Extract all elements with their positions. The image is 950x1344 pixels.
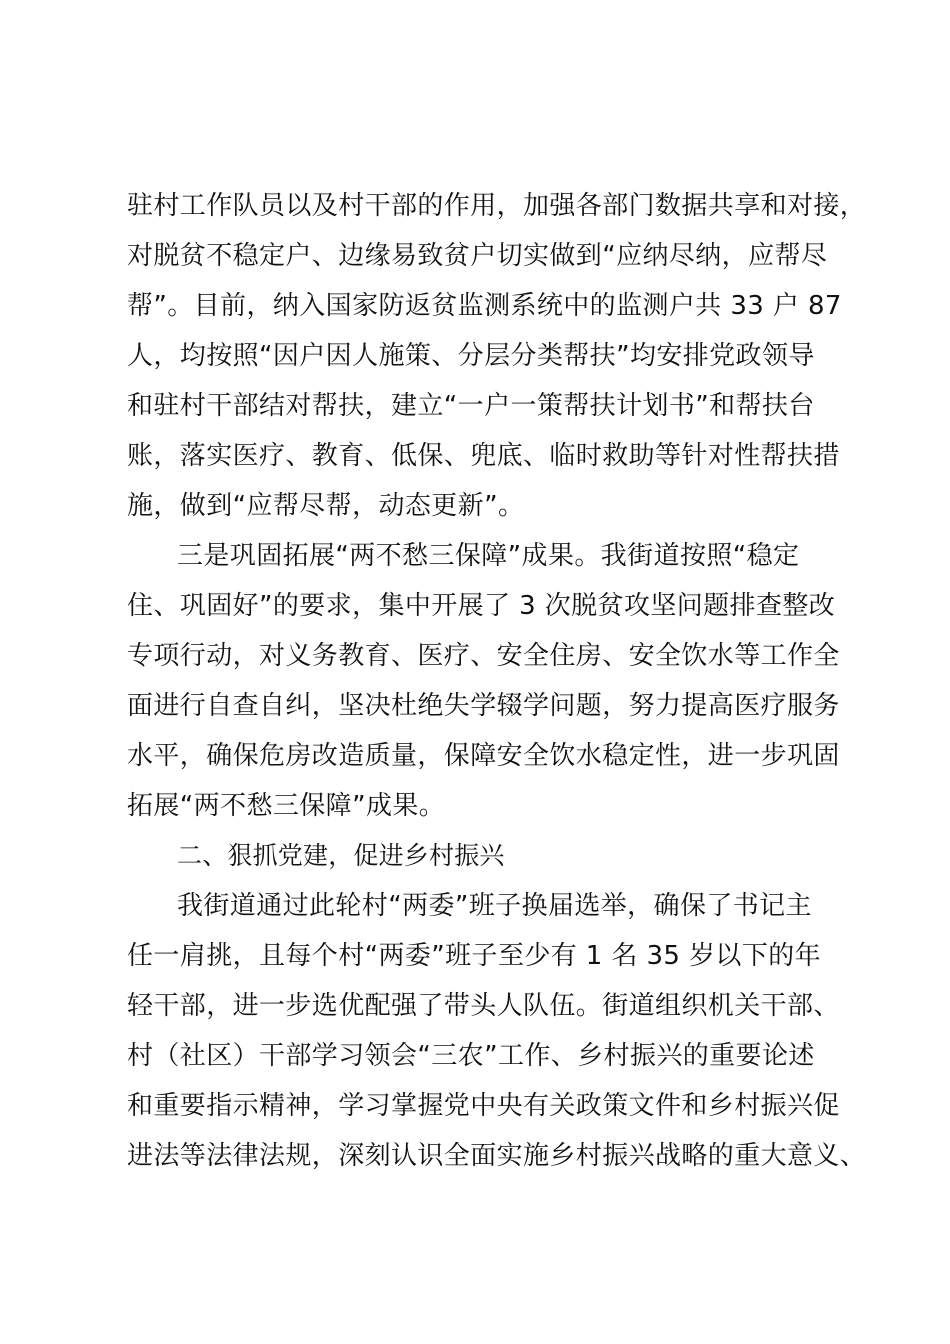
text-line: 进法等法律法规，深刻认识全面实施乡村振兴战略的重大意义、 (127, 1141, 867, 1171)
paragraph-start-line: 三是巩固拓展“两不愁三保障”成果。我街道按照“稳定 (177, 541, 800, 571)
text-line: 住、巩固好”的要求，集中开展了 3 次脱贫攻坚问题排查整改 (127, 591, 836, 621)
text-line: 人，均按照“因户因人施策、分层分类帮扶”均安排党政领导 (127, 341, 815, 371)
text-line: 和重要指示精神，学习掌握党中央有关政策文件和乡村振兴促 (127, 1091, 840, 1121)
text-line: 轻干部，进一步选优配强了带头人队伍。街道组织机关干部、 (127, 991, 840, 1021)
text-line: 驻村工作队员以及村干部的作用，加强各部门数据共享和对接， (127, 191, 867, 221)
text-line: 任一肩挑，且每个村“两委”班子至少有 1 名 35 岁以下的年 (127, 941, 822, 971)
text-line: 和驻村干部结对帮扶，建立“一户一策帮扶计划书”和帮扶台 (127, 391, 815, 421)
text-line: 对脱贫不稳定户、边缘易致贫户切实做到“应纳尽纳，应帮尽 (127, 241, 828, 271)
text-line: 面进行自查自纠，坚决杜绝失学辍学问题，努力提高医疗服务 (127, 691, 840, 721)
text-line: 帮”。目前，纳入国家防返贫监测系统中的监测户共 33 户 87 (127, 291, 842, 321)
text-line: 拓展“两不愁三保障”成果。 (127, 791, 446, 821)
text-line: 专项行动，对义务教育、医疗、安全住房、安全饮水等工作全 (127, 641, 840, 671)
section-heading: 二、狠抓党建，促进乡村振兴 (177, 841, 505, 870)
text-line: 施，做到“应帮尽帮，动态更新”。 (127, 491, 525, 521)
text-line: 账，落实医疗、教育、低保、兜底、临时救助等针对性帮扶措 (127, 441, 840, 471)
text-line: 村（社区）干部学习领会“三农”工作、乡村振兴的重要论述 (127, 1041, 815, 1071)
text-line: 水平，确保危房改造质量，保障安全饮水稳定性，进一步巩固 (127, 741, 840, 771)
paragraph-start-line: 我街道通过此轮村“两委”班子换届选举，确保了书记主 (177, 891, 812, 921)
